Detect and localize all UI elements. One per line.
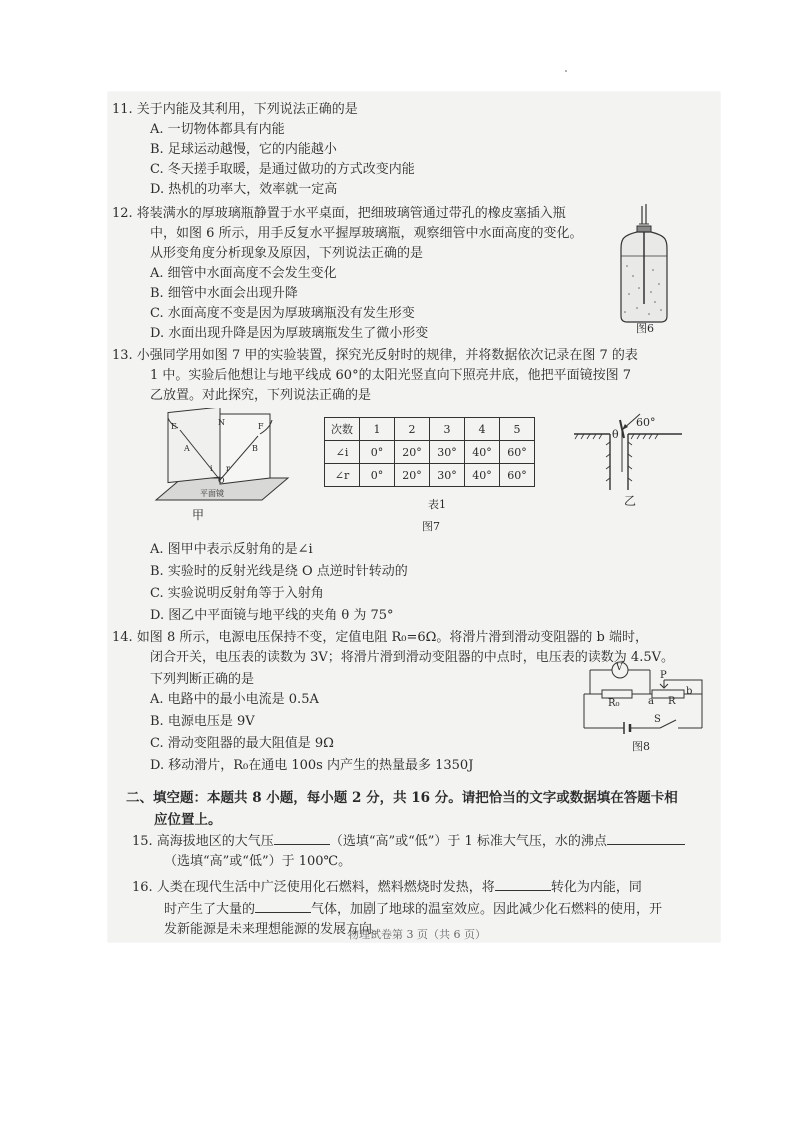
table-cell: 20° xyxy=(395,464,430,487)
q15-blank-1[interactable] xyxy=(274,832,330,845)
exam-page xyxy=(108,92,720,942)
figure-7-letter-e: E xyxy=(171,422,177,431)
q14-stem-line3: 下列判断正确的是 xyxy=(150,672,255,687)
figure-7-yi-theta: θ xyxy=(612,428,619,441)
circuit-switch-label: S xyxy=(654,714,661,725)
circuit-r-label: R xyxy=(668,696,676,707)
q12-stem-line1: 12. 将装满水的厚玻璃瓶静置于水平桌面，把细玻璃管通过带孔的橡皮塞插入瓶 xyxy=(112,206,566,221)
table-cell: 40° xyxy=(465,441,500,464)
table-cell: 30° xyxy=(430,464,465,487)
figure-7-letter-a: A xyxy=(184,444,190,453)
circuit-a-label: a xyxy=(648,696,654,707)
section-2-heading-cont: 应位置上。 xyxy=(154,812,222,828)
q11-stem: 11. 关于内能及其利用，下列说法正确的是 xyxy=(112,102,358,117)
q12-stem-line3: 从形变角度分析现象及原因，下列说法正确的是 xyxy=(150,246,424,261)
q16-blank-1[interactable] xyxy=(495,878,551,891)
table-cell: 20° xyxy=(395,441,430,464)
circuit-r0-label: R₀ xyxy=(608,698,620,709)
circuit-p-label: P xyxy=(660,670,667,681)
figure-7-yi-angle: 60° xyxy=(636,416,656,429)
table-cell: 0° xyxy=(360,441,395,464)
q12-stem-line2: 中，如图 6 所示，用手反复水平握厚玻璃瓶，观察细管中水面高度的变化。 xyxy=(150,226,583,241)
q16-line2 xyxy=(164,900,662,918)
circuit-b-label: b xyxy=(686,686,693,697)
table-cell: 30° xyxy=(430,441,465,464)
table-cell: 0° xyxy=(360,464,395,487)
table-header-cell: 5 xyxy=(500,418,535,441)
figure-8-label: 图8 xyxy=(632,740,650,753)
figure-7-label: 图7 xyxy=(422,520,440,533)
q13-option-a: A. 图甲中表示反射角的是∠i xyxy=(150,542,313,557)
figure-6-bottle xyxy=(613,204,673,334)
q16-text-a: 16. 人类在现代生活中广泛使用化石燃料，燃料燃烧时发热，将 xyxy=(132,880,495,895)
q14-option-c: C. 滑动变阻器的最大阻值是 9Ω xyxy=(150,736,334,751)
q13-stem-line3: 乙放置。对此探究，下列说法正确的是 xyxy=(150,388,372,403)
figure-8-circuit xyxy=(580,658,710,744)
q14-option-b: B. 电源电压是 9V xyxy=(150,714,255,729)
q14-option-d: D. 移动滑片，R₀在通电 100s 内产生的热量最多 1350J xyxy=(150,758,474,773)
q15-text-b: （选填“高”或“低”）于 1 标准大气压，水的沸点 xyxy=(329,834,607,849)
figure-7-yi-well xyxy=(570,412,690,492)
table-1-caption: 表1 xyxy=(428,498,446,511)
table-cell: 40° xyxy=(465,464,500,487)
q14-stem-line1: 14. 如图 8 所示，电源电压保持不变，定值电阻 R₀=6Ω。将滑片滑到滑动变阻器的 b 端时， xyxy=(112,630,649,645)
table-header-cell: 次数 xyxy=(325,418,360,441)
q16-blank-2[interactable] xyxy=(255,900,311,913)
table-row xyxy=(325,464,535,487)
table-header-cell: 4 xyxy=(465,418,500,441)
table-cell: 60° xyxy=(500,441,535,464)
q13-stem-line2: 1 中。实验后他想让与地平线成 60°的太阳光竖直向下照亮井底，他把平面镜按图 7 xyxy=(150,368,631,383)
section-2-heading: 二、填空题：本题共 8 小题，每小题 2 分，共 16 分。请把恰当的文字或数据填在答题卡相 xyxy=(126,790,678,806)
q15-line1 xyxy=(132,832,685,850)
table-header-cell: 1 xyxy=(360,418,395,441)
q16-line1 xyxy=(132,878,642,896)
q11-option-c: C. 冬天搓手取暖，是通过做功的方式改变内能 xyxy=(150,162,415,177)
q14-option-a: A. 电路中的最小电流是 0.5A xyxy=(150,692,319,707)
q16-text-d: 气体，加剧了地球的温室效应。因此减少化石燃料的使用，开 xyxy=(311,902,663,917)
page-footer: 物理试卷第 3 页（共 6 页） xyxy=(348,928,486,941)
q13-option-c: C. 实验说明反射角等于入射角 xyxy=(150,586,324,601)
figure-7-letter-r: r xyxy=(226,464,230,473)
figure-7-mirror-label: 平面镜 xyxy=(200,489,224,498)
q11-option-d: D. 热机的功率大，效率就一定高 xyxy=(150,182,338,197)
figure-7-letter-n: N xyxy=(218,418,225,427)
table-header-cell: 2 xyxy=(395,418,430,441)
figure-7-letter-f: F xyxy=(258,422,264,431)
q11-option-b: B. 足球运动越慢，它的内能越小 xyxy=(150,142,337,157)
figure-7-letter-b: B xyxy=(252,444,258,453)
table-cell: ∠i xyxy=(325,441,360,464)
q11-option-a: A. 一切物体都具有内能 xyxy=(150,122,285,137)
q16-line3: 发新能源是未来理想能源的发展方向。 xyxy=(164,922,386,937)
q13-option-d: D. 图乙中平面镜与地平线的夹角 θ 为 75° xyxy=(150,608,394,623)
table-row xyxy=(325,441,535,464)
q15-line2: （选填“高”或“低”）于 100℃。 xyxy=(164,854,352,869)
table-cell: ∠r xyxy=(325,464,360,487)
figure-7-yi-label: 乙 xyxy=(624,494,637,508)
table-header-cell: 3 xyxy=(430,418,465,441)
table-1 xyxy=(324,417,535,487)
q16-text-b: 转化为内能，同 xyxy=(550,880,642,895)
q16-text-c: 时产生了大量的 xyxy=(164,902,256,917)
figure-7-letter-o: O xyxy=(218,476,225,485)
q14-stem-line2: 闭合开关，电压表的读数为 3V；将滑片滑到滑动变阻器的中点时，电压表的读数为 4.5V。 xyxy=(150,650,674,665)
figure-7-letter-i: i xyxy=(210,464,213,473)
q15-text-a: 15. 高海拔地区的大气压 xyxy=(132,834,274,849)
q12-option-b: B. 细管中水面会出现升降 xyxy=(150,286,298,301)
table-header-row xyxy=(325,418,535,441)
q15-blank-2[interactable] xyxy=(607,832,685,845)
q12-option-d: D. 水面出现升降是因为厚玻璃瓶发生了微小形变 xyxy=(150,326,429,341)
figure-7-jia-label: 甲 xyxy=(192,508,205,522)
table-cell: 60° xyxy=(500,464,535,487)
figure-6-label: 图6 xyxy=(636,322,654,335)
q12-option-c: C. 水面高度不变是因为厚玻璃瓶没有发生形变 xyxy=(150,306,415,321)
scan-speck xyxy=(565,70,567,72)
q12-option-a: A. 细管中水面高度不会发生变化 xyxy=(150,266,337,281)
circuit-voltmeter-label: V xyxy=(616,663,623,673)
q13-option-b: B. 实验时的反射光线是绕 O 点逆时针转动的 xyxy=(150,564,408,579)
q13-stem-line1: 13. 小强同学用如图 7 甲的实验装置，探究光反射时的规律，并将数据依次记录在图 7 的表 xyxy=(112,348,638,363)
